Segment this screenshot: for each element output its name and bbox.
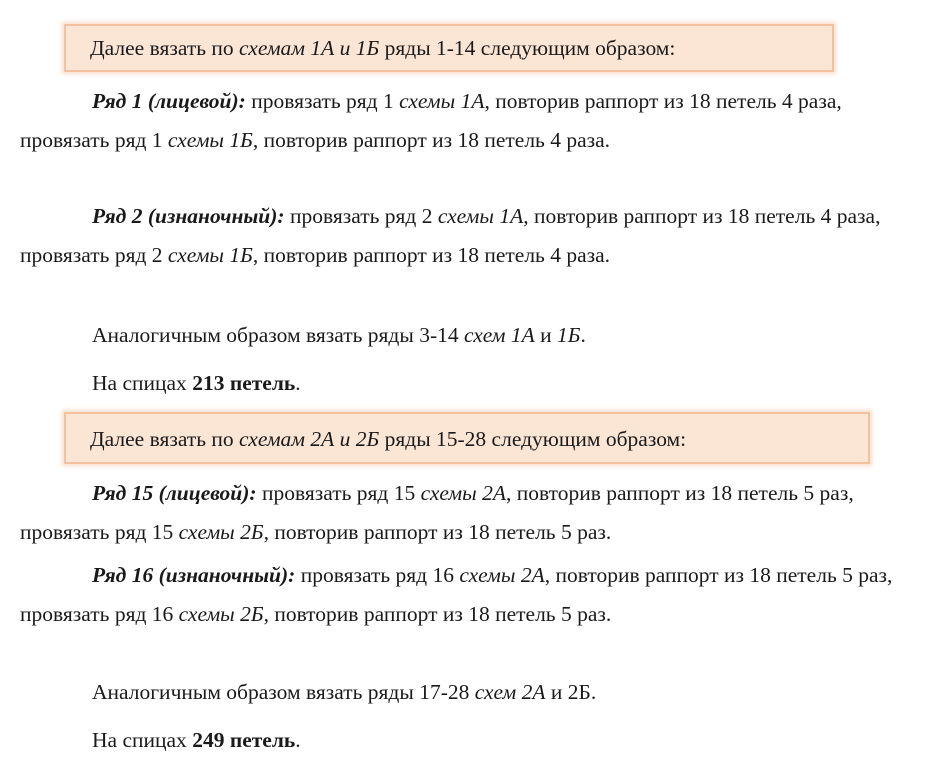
callout-1-text-before: Далее вязать по xyxy=(90,36,240,60)
rows-3-14-note xyxy=(92,316,586,354)
row-2-chart-b: схемы 1Б xyxy=(167,242,253,267)
stitch-count-2-value: 249 петель xyxy=(192,728,296,752)
section-2-callout xyxy=(64,412,870,464)
rows-17-28-note xyxy=(92,673,596,711)
stitch-count-2-prefix: На спицах xyxy=(92,728,193,752)
rows-3-14-text-1: Аналогичным образом вязать ряды 3-14 xyxy=(92,323,464,347)
row-1-label: Ряд 1 (лицевой): xyxy=(92,89,246,113)
rows-3-14-chart-b: 1Б xyxy=(557,323,581,347)
row-2-text-2: , повторив раппорт из 18 петель 4 раза, провязать ряд 2 xyxy=(20,204,881,267)
callout-1-text-after: ряды 1-14 следующим образом: xyxy=(379,36,676,60)
callout-2-chart-ref: схемам 2А и 2Б xyxy=(239,427,380,451)
stitch-count-1-value: 213 петель xyxy=(192,371,296,395)
row-2-chart-a: схемы 1А xyxy=(437,204,524,228)
row-16-chart-a: схемы 2А xyxy=(459,563,545,587)
rows-17-28-chart-a: схем 2А xyxy=(474,680,546,704)
row-16-paragraph xyxy=(20,556,920,633)
row-16-text-2: , повторив раппорт из 18 петель 5 раз, провязать ряд 16 xyxy=(20,563,893,626)
callout-2-text-after: ряды 15-28 следующим образом: xyxy=(379,427,687,451)
stitch-count-1-suffix: . xyxy=(295,371,301,395)
row-15-text-3: , повторив раппорт из 18 петель 5 раз. xyxy=(263,519,612,544)
row-15-label: Ряд 15 (лицевой): xyxy=(92,481,257,505)
row-16-chart-b: схемы 2Б xyxy=(178,601,264,626)
callout-1-chart-ref: схемам 1А и 1Б xyxy=(239,36,380,60)
row-1-text-1: провязать ряд 1 xyxy=(245,89,400,113)
stitch-count-2 xyxy=(92,721,301,759)
stitch-count-1 xyxy=(92,364,301,402)
row-1-text-2: , повторив раппорт из 18 петель 4 раза, провязать ряд 1 xyxy=(20,89,842,152)
rows-17-28-text-1: Аналогичным образом вязать ряды 17-28 xyxy=(92,680,475,704)
row-15-chart-a: схемы 2А xyxy=(420,481,506,505)
rows-3-14-text-2: и xyxy=(534,323,558,347)
rows-17-28-text-2: и 2Б. xyxy=(545,680,597,704)
row-2-paragraph xyxy=(20,197,920,274)
section-1-callout xyxy=(64,24,834,72)
row-1-chart-b: схемы 1Б xyxy=(167,127,253,152)
rows-3-14-chart-a: схем 1А xyxy=(463,323,535,347)
row-2-text-3: , повторив раппорт из 18 петель 4 раза. xyxy=(252,242,611,267)
row-16-label: Ряд 16 (изнаночный): xyxy=(92,563,296,587)
row-15-chart-b: схемы 2Б xyxy=(178,519,264,544)
row-15-paragraph xyxy=(20,474,920,551)
stitch-count-1-prefix: На спицах xyxy=(92,371,193,395)
row-16-text-3: , повторив раппорт из 18 петель 5 раз. xyxy=(263,601,612,626)
rows-3-14-text-3: . xyxy=(580,323,586,347)
row-2-text-1: провязать ряд 2 xyxy=(284,204,438,228)
row-1-paragraph xyxy=(20,82,920,159)
row-16-text-1: провязать ряд 16 xyxy=(295,563,460,587)
row-2-label: Ряд 2 (изнаночный): xyxy=(92,204,285,228)
stitch-count-2-suffix: . xyxy=(295,728,301,752)
row-1-text-3: , повторив раппорт из 18 петель 4 раза. xyxy=(252,127,611,152)
row-15-text-1: провязать ряд 15 xyxy=(256,481,421,505)
row-1-chart-a: схемы 1А xyxy=(399,89,485,113)
callout-2-text-before: Далее вязать по xyxy=(90,427,240,451)
row-15-text-2: , повторив раппорт из 18 петель 5 раз, провязать ряд 15 xyxy=(20,481,854,544)
